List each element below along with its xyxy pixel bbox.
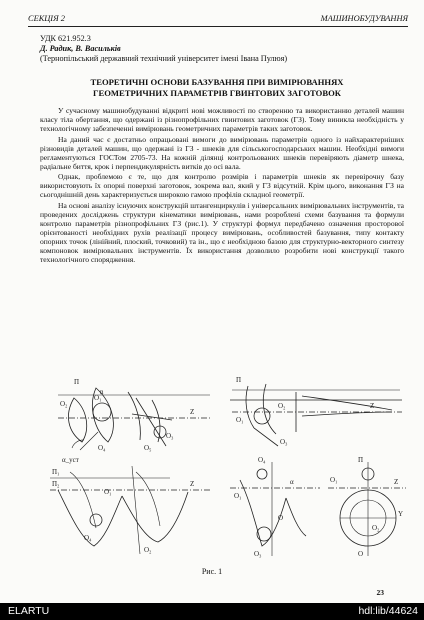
label-o3: O₃	[254, 550, 262, 558]
label-z: Z	[190, 408, 195, 416]
label-o4: O₄	[98, 444, 106, 452]
header-rule	[28, 26, 408, 27]
label-o1: O₁	[330, 476, 338, 484]
repository-footer	[0, 603, 424, 620]
label-z: Z	[394, 478, 399, 486]
label-o: O	[278, 514, 284, 522]
label-o: O	[358, 550, 364, 558]
label-o1: O₁	[236, 416, 244, 424]
label-o1: O₁	[234, 492, 242, 500]
authors: Д. Радик, В. Васильків	[40, 44, 121, 53]
title-line-1: ТЕОРЕТИЧНІ ОСНОВИ БАЗУВАННЯ ПРИ ВИМІРЮВАННЯХ	[90, 77, 344, 87]
header-topic: МАШИНОБУДУВАННЯ	[320, 14, 408, 23]
paragraph: На даний час є достатньо опрацьовані вимоги до вимірювань параметрів одного із найхарактерніших різновидів деталей машин, що одержані із ГЗ - шнеків для сільськогосподарських машин. Необхідні вимоги регламентуються ГОСТом 2705-73. На кожній ділянці контрольованих шнеків перевіряють діаметр шнека, радіальне биття, крок і перпендикулярність витків до осі вала.	[40, 134, 404, 171]
label-o3: O₃	[166, 432, 174, 440]
diagram-c	[50, 466, 210, 554]
diagram-d	[230, 456, 320, 558]
repository-name[interactable]: ELARTU	[8, 605, 50, 617]
label-alpha-ust: α_уст	[62, 456, 79, 464]
udc-code: УДК 621.952.3	[40, 34, 91, 43]
figure-drawings	[40, 370, 410, 565]
affiliation: (Тернопільський державний технічний університет імені Івана Пулюя)	[40, 54, 288, 63]
header-section: СЕКЦІЯ 2	[28, 14, 65, 23]
diagram-e	[328, 456, 406, 558]
article-title	[40, 77, 394, 99]
label-pi: П	[236, 376, 242, 384]
page-number: 23	[376, 588, 384, 597]
label-o1: O₁	[104, 488, 112, 496]
running-header	[28, 14, 408, 28]
figure-caption: Рис. 1	[201, 567, 223, 576]
label-z: Z	[370, 402, 375, 410]
label-y: Y	[398, 510, 404, 518]
label-o4: O₄	[84, 534, 92, 542]
label-alpha: α	[290, 478, 294, 486]
label-pi2: П₂	[52, 480, 60, 488]
label-o4: O₄	[258, 456, 266, 464]
label-o3: O₃	[280, 438, 288, 446]
figure-1	[40, 370, 410, 565]
label-o2: O₂	[60, 400, 68, 408]
label-o1: O₁	[94, 394, 102, 402]
title-line-2: ГЕОМЕТРИЧНИХ ПАРАМЕТРІВ ГВИНТОВИХ ЗАГОТОВОК	[93, 88, 341, 98]
label-o5: O₅	[144, 444, 152, 452]
article-meta	[40, 34, 287, 64]
article-body	[40, 106, 404, 266]
label-n: n	[100, 388, 104, 396]
paragraph: На основі аналізу існуючих конструкцій штангенциркулів і універсальних вимірювальних інструментів, та проведених досліджень структури кінематики вимірювань, нами розроблені схеми базування та формули контролю параметрів різнопрофільних ГЗ (рис.1). У структурі формул передбачено означення просторової орієнтованості необхідних рухів реалізації процесу вимірювань, особливостей базування, типу контакту опорних точок (лінійний, плоский, точковий) та ін., що є необхідною базою для структурно-векторного синтезу компоновок вимірювальних інструментів. Їх використання дозволило розробити нові конструкції такого технологічного спорядження.	[40, 200, 404, 265]
diagram-b	[230, 376, 402, 446]
label-pi: П	[358, 456, 364, 464]
paragraph: У сучасному машинобудуванні відкриті нові можливості по створенню та використанню деталей машин класу тіла обертання, що одержані із різнопрофільних гвинтових заготовок (ГЗ). Тому виникла необхідність у технологічному забезпеченні вимірювань геометричних параметрів таких заготовок.	[40, 106, 404, 134]
label-o2: O₂	[278, 402, 286, 410]
label-o2: O₂	[144, 546, 152, 554]
paragraph: Однак, проблемою є те, що для контролю розмірів і параметрів шнеків як перевірочну базу використовують їх опорні поверхні заготовок, зокрема вал, який у ГЗ відсутній. Крім цього, виконання ГЗ на сьогоднішній день характеризується широкою гамою профілів складної геометрії.	[40, 172, 404, 200]
diagram-a	[58, 378, 212, 464]
label-z: Z	[190, 480, 195, 488]
label-o2: O₂	[372, 524, 380, 532]
label-pi1: П₁	[52, 468, 60, 476]
label-pi: П	[74, 378, 80, 386]
handle-id[interactable]: hdl:lib/44624	[358, 605, 418, 617]
